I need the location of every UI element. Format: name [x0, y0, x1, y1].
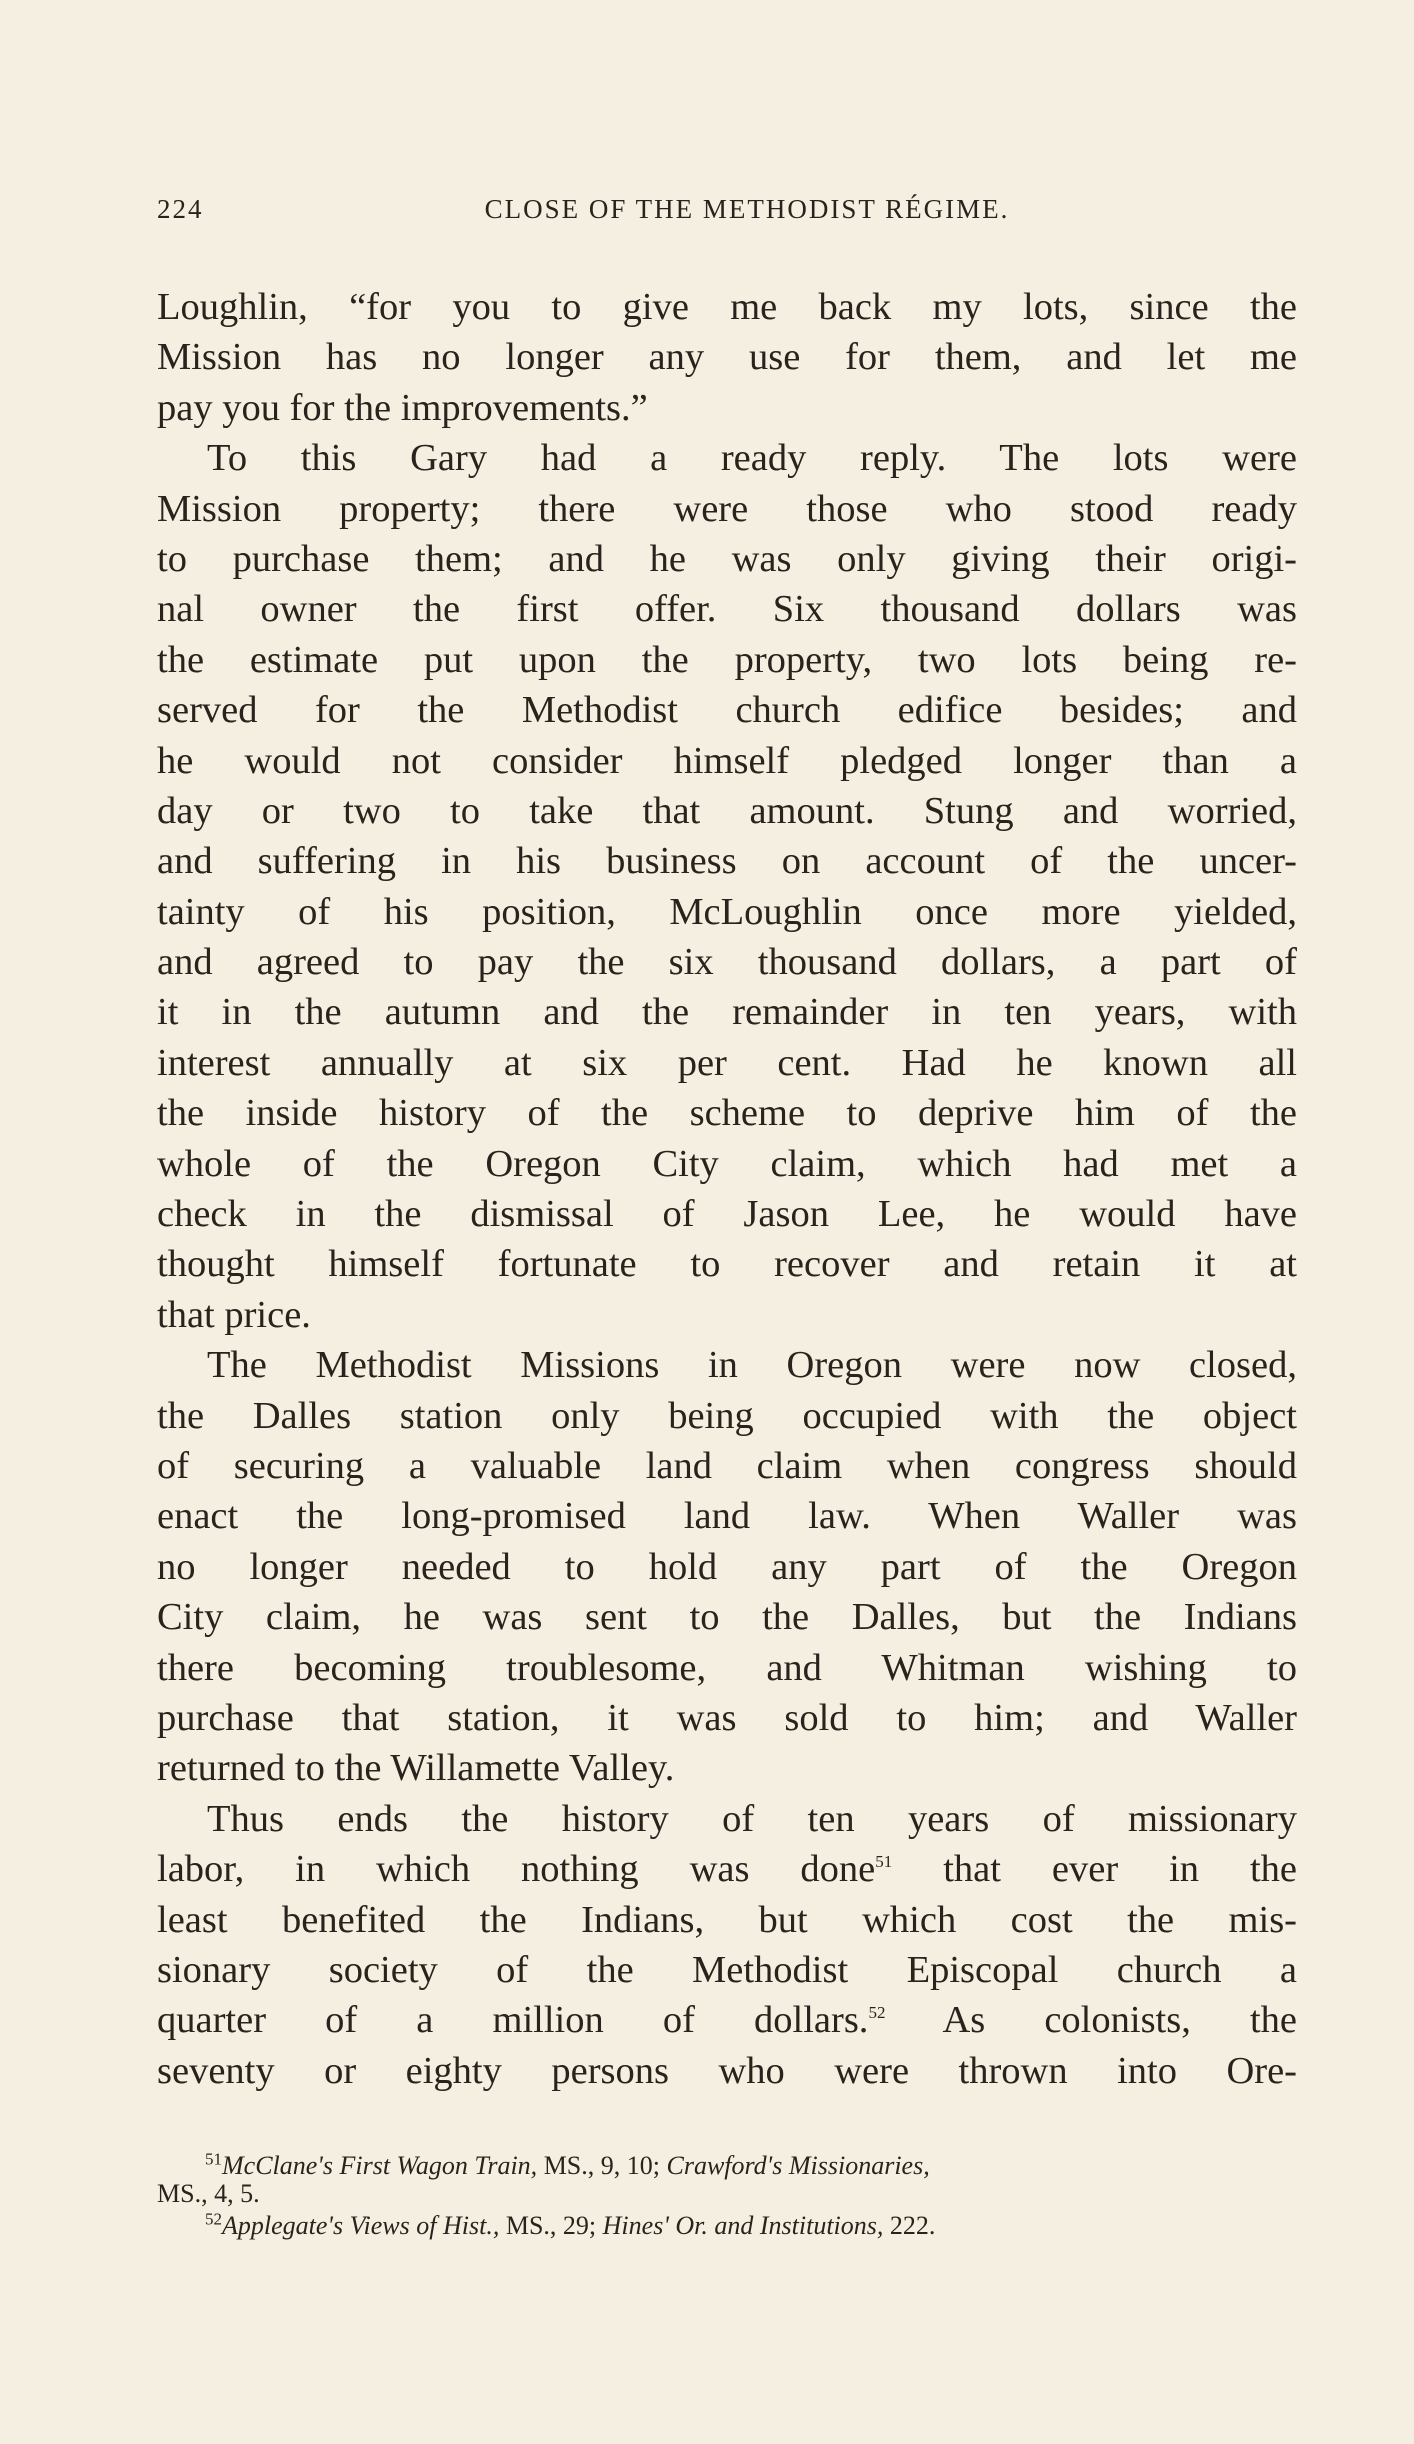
- text-fragment: that ever in the: [943, 1848, 1297, 1891]
- text-line: whole of the Oregon City claim, which had met a: [157, 1142, 1297, 1185]
- footnote-51: [157, 2149, 1297, 2180]
- text-line: Loughlin, “for you to give me back my lots, since the: [157, 286, 1297, 328]
- citation-title: Crawford's Missionaries,: [666, 2151, 930, 2180]
- citation-text: MS., 29;: [499, 2211, 603, 2240]
- text-line: Mission property; there were those who stood ready: [157, 487, 1297, 530]
- text-line: enact the long-promised land law. When Waller was: [157, 1495, 1297, 1538]
- footnote-ref-51: 51: [875, 1852, 893, 1872]
- footnotes: [157, 2149, 1297, 2240]
- page-number: 224: [157, 194, 204, 224]
- text-line: served for the Methodist church edifice besides; and: [157, 689, 1297, 732]
- text-line: [157, 1844, 1297, 1894]
- page-header: [157, 194, 1297, 234]
- footnote-51-continued: MS., 4, 5.: [157, 2179, 260, 2208]
- text-line: and suffering in his business on account of the uncer-: [157, 840, 1297, 883]
- text-line: purchase that station, it was sold to him; and Waller: [157, 1696, 1297, 1739]
- citation-title: McClane's First Wagon Train,: [222, 2151, 538, 2180]
- text-line: interest annually at six per cent. Had he known all: [157, 1041, 1297, 1084]
- text-line: least benefited the Indians, but which cost the mis-: [157, 1898, 1297, 1941]
- text-line: Mission has no longer any use for them, and let me: [157, 336, 1297, 379]
- text-line: that price.: [157, 1293, 311, 1336]
- text-line: no longer needed to hold any part of the Oregon: [157, 1545, 1297, 1588]
- text-fragment: quarter of a million of dollars.: [157, 1999, 869, 2042]
- text-line: sionary society of the Methodist Episcopal church a: [157, 1948, 1297, 1991]
- citation-text: 222.: [883, 2211, 936, 2240]
- footnote-52: [157, 2209, 1297, 2240]
- footnote-number: 52: [205, 2209, 222, 2229]
- text-line: the inside history of the scheme to deprive him of the: [157, 1092, 1297, 1135]
- text-line: To this Gary had a ready reply. The lots were: [207, 437, 1297, 480]
- text-line: of securing a valuable land claim when congress should: [157, 1444, 1297, 1487]
- footnote-ref-52: 52: [868, 2003, 886, 2023]
- text-line: he would not consider himself pledged longer than a: [157, 739, 1297, 782]
- text-line: the estimate put upon the property, two lots being re-: [157, 638, 1297, 681]
- text-line: pay you for the improvements.”: [157, 386, 648, 429]
- text-line: City claim, he was sent to the Dalles, but the Indians: [157, 1596, 1297, 1639]
- text-line: to purchase them; and he was only giving their origi-: [157, 537, 1297, 580]
- text-line: thought himself fortunate to recover and retain it at: [157, 1243, 1297, 1286]
- footnote-number: 51: [205, 2149, 222, 2169]
- body-text: [157, 282, 1297, 2096]
- citation-title: Applegate's Views of Hist.,: [222, 2211, 500, 2240]
- text-line: returned to the Willamette Valley.: [157, 1747, 675, 1790]
- text-line: check in the dismissal of Jason Lee, he would have: [157, 1193, 1297, 1236]
- text-line: the Dalles station only being occupied with the object: [157, 1394, 1297, 1437]
- citation-title: Hines' Or. and Institutions,: [602, 2211, 884, 2240]
- text-line: Thus ends the history of ten years of missionary: [207, 1797, 1297, 1840]
- text-line: it in the autumn and the remainder in ten years, with: [157, 991, 1297, 1034]
- text-line: there becoming troublesome, and Whitman wishing to: [157, 1646, 1297, 1689]
- text-line: [157, 1995, 1297, 2045]
- text-line: day or two to take that amount. Stung and worried,: [157, 789, 1297, 832]
- text-fragment: labor, in which nothing was done: [157, 1848, 876, 1891]
- text-line: tainty of his position, McLoughlin once more yielded,: [157, 890, 1297, 933]
- text-line: The Methodist Missions in Oregon were now closed,: [207, 1344, 1297, 1387]
- text-fragment: As colonists, the: [942, 1999, 1297, 2042]
- citation-text: MS., 9, 10;: [537, 2151, 667, 2180]
- text-line: and agreed to pay the six thousand dollars, a part of: [157, 941, 1297, 984]
- running-title: CLOSE OF THE METHODIST RÉGIME.: [484, 194, 1010, 224]
- text-line: seventy or eighty persons who were thrown into Ore-: [157, 2049, 1297, 2092]
- text-line: nal owner the first offer. Six thousand dollars was: [157, 588, 1297, 631]
